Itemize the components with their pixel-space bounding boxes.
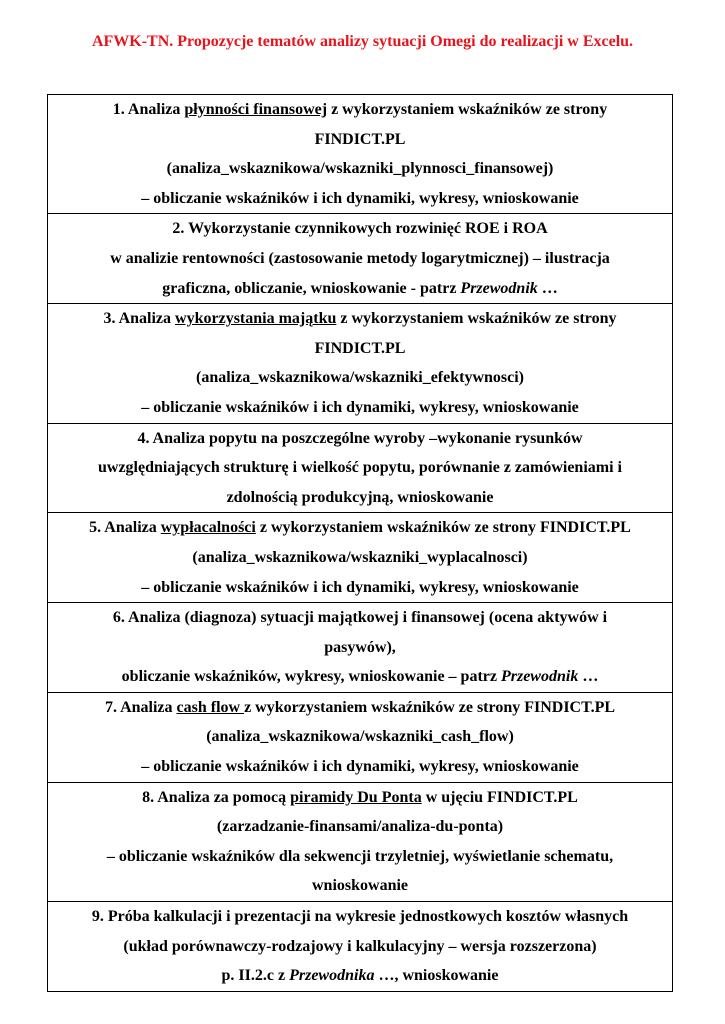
underlined-term: cash flow xyxy=(176,698,245,716)
topic-line xyxy=(50,184,670,214)
topic-text: (analiza_wskaznikowa/wskazniki_efektywnosci) xyxy=(195,369,525,387)
topic-text: – obliczanie wskaźników i ich dynamiki, wykresy, wnioskowanie xyxy=(141,189,579,207)
topic-cell xyxy=(48,214,673,304)
topic-line xyxy=(50,363,670,393)
topic-cell xyxy=(48,902,673,992)
topic-text: p. II.2.c z xyxy=(221,967,290,985)
topic-line xyxy=(50,842,670,872)
topic-text: 3. Analiza xyxy=(103,310,176,328)
topic-text: wnioskowanie xyxy=(311,877,409,895)
topic-cell xyxy=(48,603,673,693)
topic-row xyxy=(48,782,673,901)
topic-cell xyxy=(48,692,673,782)
topic-text: z wykorzystaniem wskaźników ze strony FINDICT.PL xyxy=(255,519,631,537)
topic-line xyxy=(50,125,670,155)
topic-text: – obliczanie wskaźników i ich dynamiki, wykresy, wnioskowanie xyxy=(141,398,579,416)
topic-line xyxy=(50,871,670,901)
topic-line xyxy=(50,961,670,991)
topic-line xyxy=(50,932,670,962)
topic-text: pasywów), xyxy=(324,638,396,656)
topic-line xyxy=(50,543,670,573)
topic-line xyxy=(50,393,670,423)
topic-line xyxy=(50,304,670,334)
topics-table xyxy=(47,94,673,992)
topic-line xyxy=(50,513,670,543)
topic-row xyxy=(48,513,673,603)
topic-text: – obliczanie wskaźników i ich dynamiki, wykresy, wnioskowanie xyxy=(141,578,579,596)
topic-text: graficzna, obliczanie, wnioskowanie - patrz xyxy=(162,279,461,297)
topic-row xyxy=(48,692,673,782)
topic-text: z wykorzystaniem wskaźników ze strony FINDICT.PL xyxy=(244,698,616,716)
topic-row xyxy=(48,95,673,214)
topic-cell xyxy=(48,513,673,603)
topic-line xyxy=(50,95,670,125)
topic-text: uwzględniających strukturę i wielkość popytu, porównanie z zamówieniami i xyxy=(98,459,622,477)
topic-text: (analiza_wskaznikowa/wskazniki_cash_flow) xyxy=(206,728,514,746)
topic-line xyxy=(50,752,670,782)
topic-text: 4. Analiza popytu na poszczególne wyroby –wykonanie rysunków xyxy=(137,429,583,447)
underlined-term: wykorzystania majątku xyxy=(175,310,337,328)
topic-line xyxy=(50,603,670,633)
topic-text: w ujęciu FINDICT.PL xyxy=(421,788,578,806)
topic-row xyxy=(48,603,673,693)
topic-line xyxy=(50,424,670,454)
underlined-term: płynności finansowej xyxy=(184,101,328,118)
topic-cell xyxy=(48,423,673,513)
topic-text: 7. Analiza xyxy=(104,698,177,716)
topic-line xyxy=(50,662,670,692)
topic-line xyxy=(50,453,670,483)
topics-table-body xyxy=(48,95,673,992)
topic-text: FINDICT.PL xyxy=(314,339,406,357)
topic-text: (zarzadzanie-finansami/analiza-du-ponta) xyxy=(216,818,504,836)
topic-cell xyxy=(48,95,673,214)
topic-line xyxy=(50,483,670,513)
topic-line xyxy=(50,633,670,663)
topic-text: (analiza_wskaznikowa/wskazniki_wyplacalnosci) xyxy=(192,548,528,566)
topic-text: …, wnioskowanie xyxy=(374,967,499,985)
topic-row xyxy=(48,304,673,423)
topic-line xyxy=(50,244,670,274)
topic-text: z wykorzystaniem wskaźników ze strony xyxy=(327,101,608,118)
topic-line xyxy=(50,783,670,813)
topic-text: – obliczanie wskaźników i ich dynamiki, wykresy, wnioskowanie xyxy=(141,758,579,776)
topic-row xyxy=(48,902,673,992)
topic-text: z wykorzystaniem wskaźników ze strony xyxy=(336,310,617,328)
topic-text: 9. Próba kalkulacji i prezentacji na wykresie jednostkowych kosztów własnych xyxy=(91,908,629,926)
topic-cell xyxy=(48,304,673,423)
document-title: AFWK-TN. Propozycje tematów analizy sytuacji Omegi do realizacji w Excelu. xyxy=(91,33,634,50)
topic-text: … xyxy=(537,279,558,297)
topic-line xyxy=(50,573,670,603)
topic-text: 6. Analiza (diagnoza) sytuacji majątkowej i finansowej (ocena aktywów i xyxy=(112,609,608,627)
topic-text: (analiza_wskaznikowa/wskazniki_plynnosci_finansowej) xyxy=(166,160,554,178)
topic-text: FINDICT.PL xyxy=(314,130,406,148)
topic-text: … xyxy=(578,668,599,686)
topic-text: 2. Wykorzystanie czynnikowych rozwinięć ROE i ROA xyxy=(172,220,548,238)
topic-text: obliczanie wskaźników, wykresy, wnioskowanie – patrz xyxy=(121,668,501,686)
topic-text: 1. Analiza xyxy=(112,101,185,118)
underlined-term: wypłacalności xyxy=(160,519,256,537)
topic-line xyxy=(50,154,670,184)
topic-line xyxy=(50,214,670,244)
topic-text: – obliczanie wskaźników dla sekwencji trzyletniej, wyświetlanie schematu, xyxy=(106,847,614,865)
italic-reference: Przewodnika xyxy=(289,967,375,985)
topic-line xyxy=(50,902,670,932)
topic-text: (układ porównawczy-rodzajowy i kalkulacyjny – wersja rozszerzona) xyxy=(123,937,597,955)
italic-reference: Przewodnik xyxy=(500,668,579,686)
topic-line xyxy=(50,722,670,752)
topic-text: zdolnością produkcyjną, wnioskowanie xyxy=(226,488,494,506)
topic-text: 5. Analiza xyxy=(89,519,161,537)
topic-text: 8. Analiza za pomocą xyxy=(142,788,291,806)
topic-row xyxy=(48,214,673,304)
topic-line xyxy=(50,274,670,304)
underlined-term: piramidy Du Ponta xyxy=(290,788,422,806)
topic-text: w analizie rentowności (zastosowanie metody logarytmicznej) – ilustracja xyxy=(110,249,610,267)
topic-line xyxy=(50,812,670,842)
topic-cell xyxy=(48,782,673,901)
topic-line xyxy=(50,334,670,364)
topic-line xyxy=(50,693,670,723)
topic-row xyxy=(48,423,673,513)
italic-reference: Przewodnik xyxy=(460,279,538,297)
